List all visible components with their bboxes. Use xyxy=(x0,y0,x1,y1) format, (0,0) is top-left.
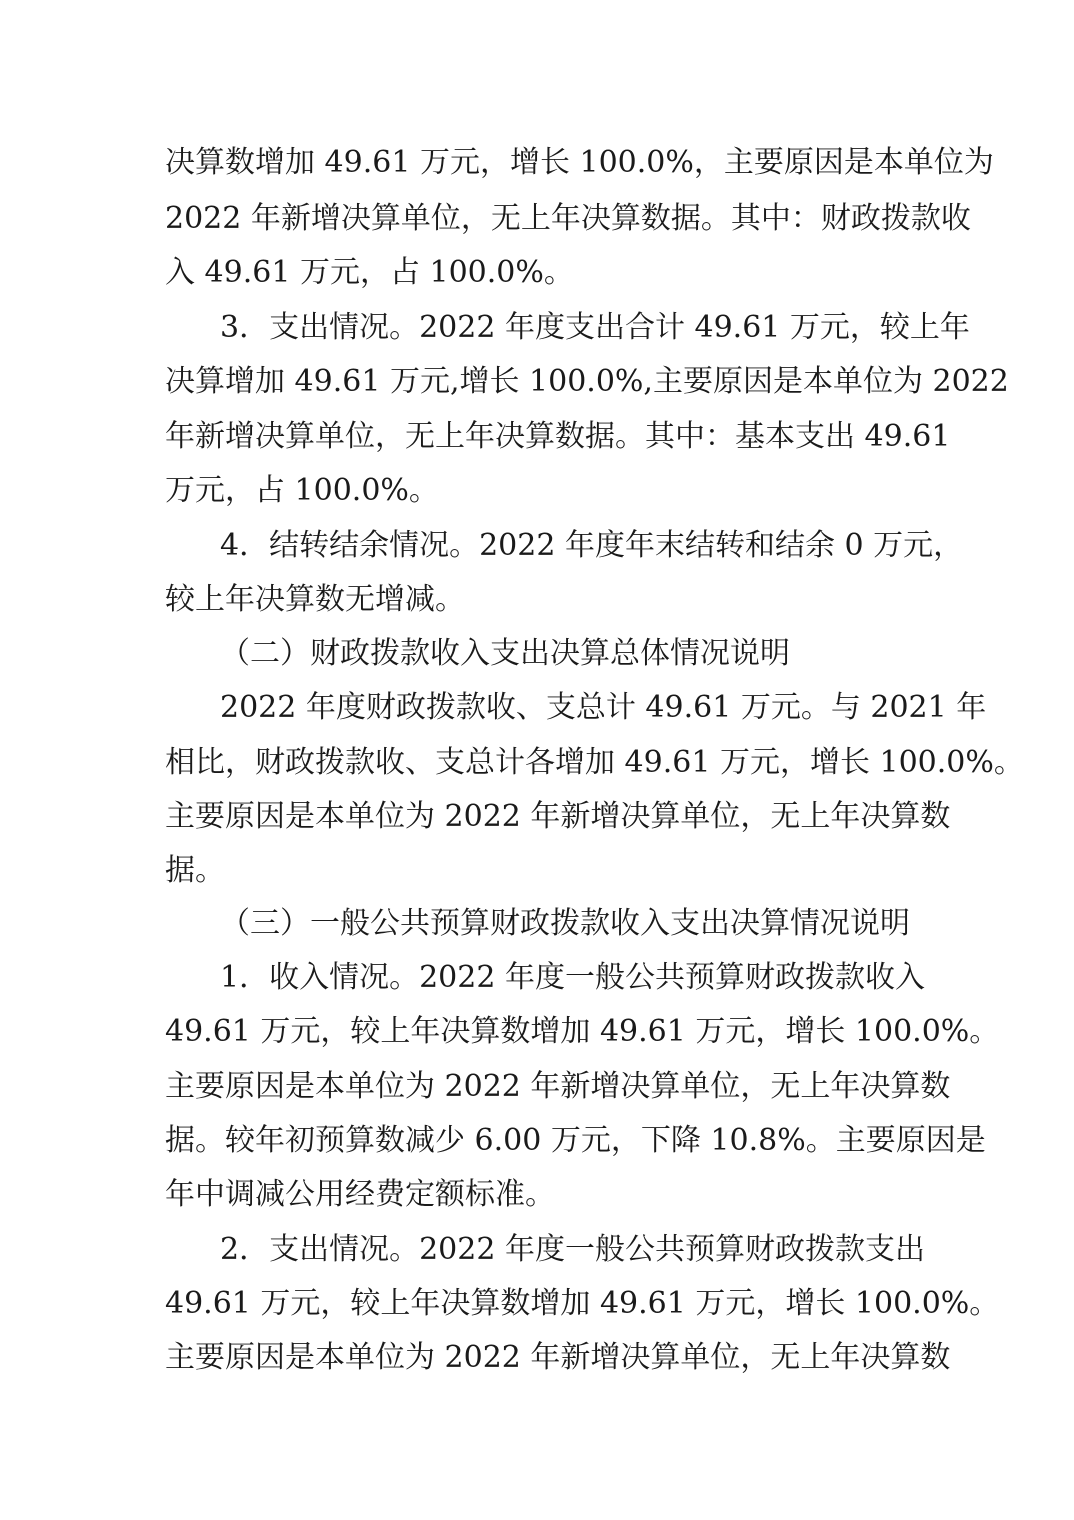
paragraph-line: 入 49.61 万元，占 100.0%。 xyxy=(165,255,574,290)
paragraph-line: 主要原因是本单位为 2022 年新增决算单位，无上年决算数 xyxy=(165,1340,951,1375)
paragraph-line: 较上年决算数无增减。 xyxy=(165,582,465,617)
paragraph-line: 万元，占 100.0%。 xyxy=(165,473,439,508)
paragraph-line: 主要原因是本单位为 2022 年新增决算单位，无上年决算数 xyxy=(165,1069,951,1104)
section-4-carryover-heading: 4．结转结余情况。2022 年度年末结转和结余 0 万元， xyxy=(220,528,964,563)
paragraph-line: 相比，财政拨款收、支总计各增加 49.61 万元，增长 100.0%。 xyxy=(165,745,1024,780)
paragraph-line: 据。 xyxy=(165,853,225,888)
section-2-heading: （二）财政拨款收入支出决算总体情况说明 xyxy=(220,636,790,671)
paragraph-line: 年中调减公用经费定额标准。 xyxy=(165,1177,555,1212)
paragraph-line: 2022 年新增决算单位，无上年决算数据。其中：财政拨款收 xyxy=(165,201,971,236)
section-3-heading: （三）一般公共预算财政拨款收入支出决算情况说明 xyxy=(220,906,910,941)
paragraph-line: 决算数增加 49.61 万元，增长 100.0%，主要原因是本单位为 xyxy=(165,145,994,180)
section-3-expenditure-heading: 3．支出情况。2022 年度支出合计 49.61 万元，较上年 xyxy=(220,310,970,345)
paragraph-line: 决算增加 49.61 万元,增长 100.0%,主要原因是本单位为 2022 xyxy=(165,364,1009,399)
section-2-expenditure-heading: 2．支出情况。2022 年度一般公共预算财政拨款支出 xyxy=(220,1232,925,1267)
paragraph-line: 49.61 万元，较上年决算数增加 49.61 万元，增长 100.0%。 xyxy=(165,1286,1000,1321)
paragraph-line: 49.61 万元，较上年决算数增加 49.61 万元，增长 100.0%。 xyxy=(165,1014,1000,1049)
paragraph-line: 主要原因是本单位为 2022 年新增决算单位，无上年决算数 xyxy=(165,799,951,834)
paragraph-line: 年新增决算单位，无上年决算数据。其中：基本支出 49.61 xyxy=(165,419,951,454)
section-1-income-heading: 1．收入情况。2022 年度一般公共预算财政拨款收入 xyxy=(220,960,925,995)
paragraph-line: 据。较年初预算数减少 6.00 万元，下降 10.8%。主要原因是 xyxy=(165,1123,986,1158)
paragraph-line: 2022 年度财政拨款收、支总计 49.61 万元。与 2021 年 xyxy=(220,690,987,725)
